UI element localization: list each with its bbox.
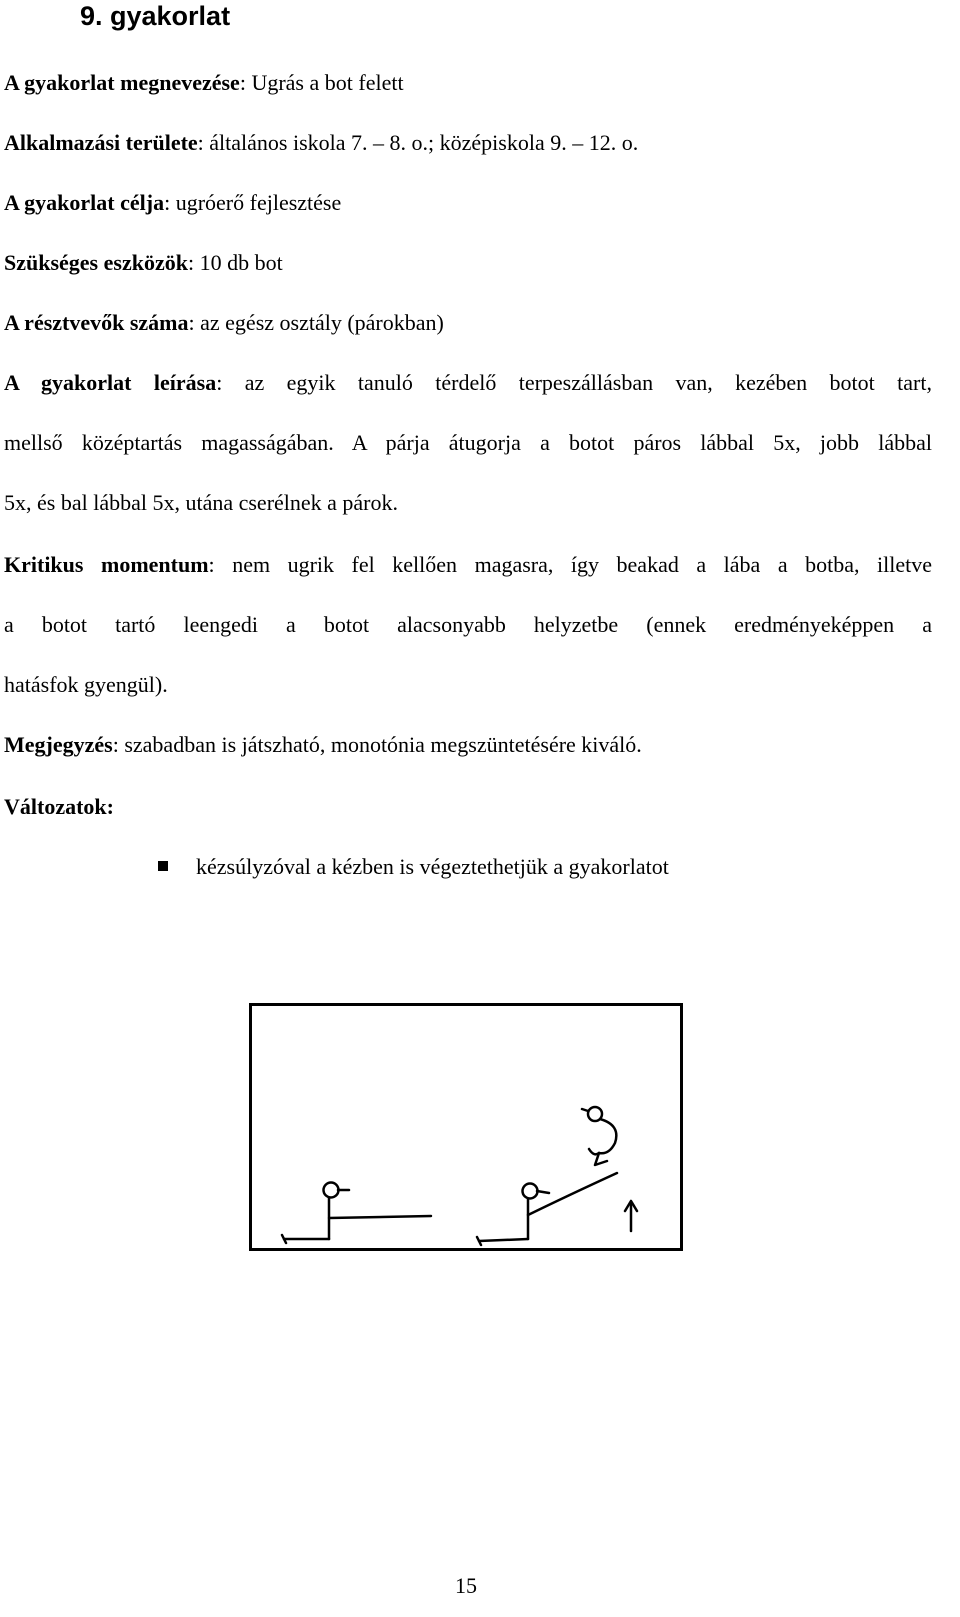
field-label: A résztvevők száma — [4, 310, 189, 335]
critical-line-1: Kritikus momentum: nem ugrik fel kellően magasra, így beakad a lába a botba, illetve — [4, 552, 933, 577]
kneeling-figure-raised-stick — [477, 1173, 617, 1245]
variant-text: kézsúlyzóval a kézben is végeztethetjük a gyakorlatot — [196, 854, 669, 879]
field-label: A gyakorlat célja — [4, 190, 165, 215]
field-label: Alkalmazási területe — [4, 130, 198, 155]
variants-heading: Változatok: — [4, 794, 114, 819]
description-line-2: mellső középtartás magasságában. A párja átugorja a botot páros lábbal 5x, jobb lábbal — [4, 430, 932, 455]
field-goal: A gyakorlat célja: ugróerő fejlesztése — [4, 190, 342, 215]
field-label: Szükséges eszközök — [4, 250, 188, 275]
field-value: ugróerő fejlesztése — [175, 190, 342, 215]
critical-label: Kritikus momentum — [4, 552, 209, 577]
variant-item — [158, 852, 669, 882]
square-bullet-icon — [158, 861, 168, 871]
description-line-1: A gyakorlat leírása: az egyik tanuló térdelő terpeszállásban van, kezében botot tart, — [4, 370, 932, 395]
critical-line-2: a botot tartó leengedi a botot alacsonyabb helyzetbe (ennek eredményeképpen a — [4, 612, 932, 637]
field-value: az egész osztály (párokban) — [200, 310, 444, 335]
field-area: Alkalmazási területe: általános iskola 7. – 8. o.; középiskola 9. – 12. o. — [4, 130, 639, 155]
note-label: Megjegyzés — [4, 732, 113, 757]
field-value: 10 db bot — [199, 250, 283, 275]
critical-line-3: hatásfok gyengül). — [4, 672, 168, 697]
page-number: 15 — [455, 1573, 477, 1598]
illustration-frame — [251, 1005, 682, 1250]
up-arrow-icon — [625, 1201, 637, 1231]
description-line-3: 5x, és bal lábbal 5x, utána cserélnek a párok. — [4, 490, 399, 515]
note-value: szabadban is játszható, monotónia megszüntetésére kiváló. — [124, 732, 642, 757]
exercise-illustration — [249, 1003, 683, 1251]
note: Megjegyzés: szabadban is játszható, monotónia megszüntetésére kiváló. — [4, 732, 642, 757]
field-value: Ugrás a bot felett — [251, 70, 404, 95]
field-participants: A résztvevők száma: az egész osztály (párokban) — [4, 310, 444, 335]
field-equipment: Szükséges eszközök: 10 db bot — [4, 250, 283, 275]
description-label: A gyakorlat leírása — [4, 370, 217, 395]
field-name: A gyakorlat megnevezése: Ugrás a bot felett — [4, 70, 404, 95]
jumping-figure — [582, 1107, 616, 1165]
field-label: A gyakorlat megnevezése — [4, 70, 240, 95]
kneeling-figure-holding-stick — [282, 1183, 431, 1244]
field-value: általános iskola 7. – 8. o.; középiskola 9. – 12. o. — [209, 130, 639, 155]
exercise-title: 9. gyakorlat — [80, 1, 231, 31]
